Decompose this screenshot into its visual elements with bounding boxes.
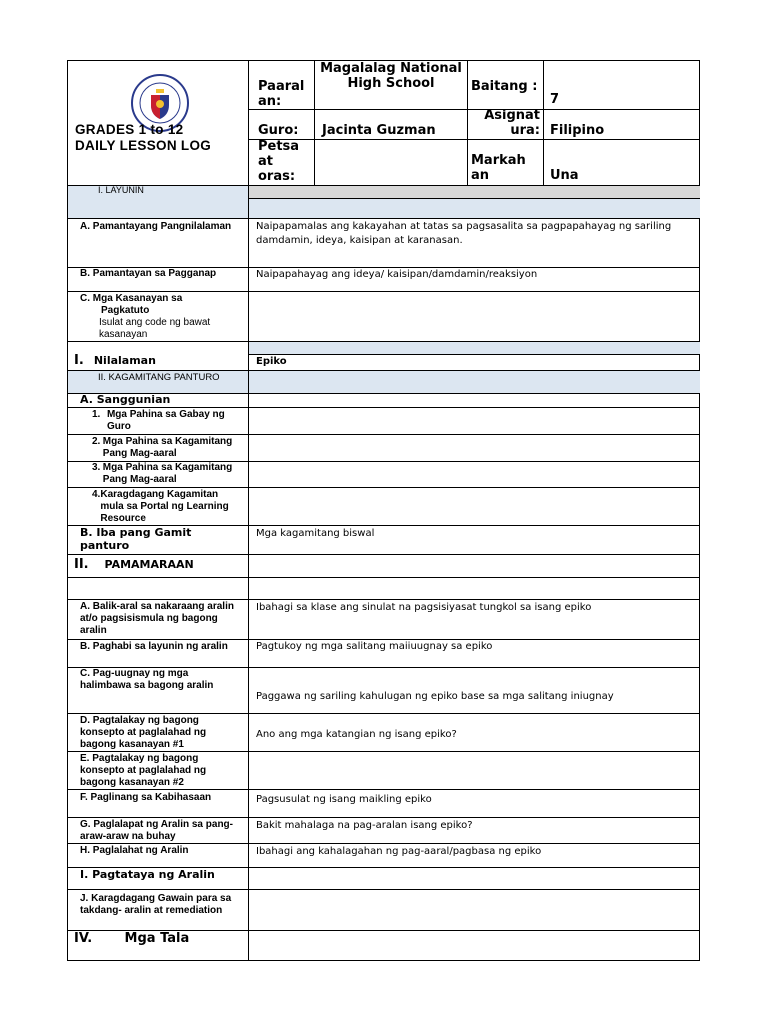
baitang-value: 7 xyxy=(550,92,560,107)
label-sanggunian: A. Sanggunian xyxy=(80,393,171,406)
value-pamantayang-pangnilalaman: Naipapamalas ang kakayahan at tatas sa pagsasalita sa pagpapahayag ng sariling damdamin, ideya, kaisipan at karanasan. xyxy=(256,221,672,246)
header-divider-2 xyxy=(467,61,468,185)
section-kagamitang-panturo: II. KAGAMITANG PANTURO xyxy=(98,372,220,383)
label-karagdagang-gawain: J. Karagdagang Gawain para sa takdang- aralin at remediation xyxy=(80,893,232,916)
label-pagtataya: I. Pagtataya ng Aralin xyxy=(80,868,215,881)
paaralan-label: Paaral an: xyxy=(258,79,305,109)
label-iba-pang-gamit: B. Iba pang Gamit panturo xyxy=(80,526,192,552)
asignatura-value: Filipino xyxy=(550,123,605,138)
label-paglinang: F. Paglinang sa Kabihasaan xyxy=(80,792,212,803)
header-divider-1 xyxy=(314,61,315,185)
header-divider-3 xyxy=(543,61,544,185)
lesson-log-page xyxy=(67,60,700,961)
label-pag-uugnay: C. Pag-uugnay ng mga halimbawa sa bagong aralin xyxy=(80,668,214,691)
value-paghabi: Pagtukoy ng mga salitang maiiuugnay sa epiko xyxy=(256,641,493,652)
value-nilalaman: Epiko xyxy=(256,356,287,367)
label-pagtalakay-2: E. Pagtalakay ng bagong konsepto at paglalahad ng bagong kasanayan #2 xyxy=(80,753,207,788)
label-paglalahat: H. Paglalahat ng Aralin xyxy=(80,845,189,856)
markahan-label: Markah an xyxy=(471,153,526,183)
label-pamamaraan: II. PAMAMARAAN xyxy=(74,557,194,572)
value-pamantayan-pagganap: Naipapahayag ang ideya/ kaisipan/damdamin/reaksiyon xyxy=(256,269,538,280)
label-pamantayang-pangnilalaman: A. Pamantayang Pangnilalaman xyxy=(80,221,232,232)
label-nilalaman: I. Nilalaman xyxy=(74,353,156,368)
section-layunin: I. LAYUNIN xyxy=(98,185,144,195)
sanggunian-1: 1. Mga Pahina sa Gabay ng Guro xyxy=(92,409,225,432)
sanggunian-4: 4. Karagdagang Kagamitan mula sa Portal ng Learning Resource xyxy=(92,489,229,524)
value-pag-uugnay: Paggawa ng sariling kahulugan ng epiko base sa mga salitang iniugnay xyxy=(256,691,614,702)
petsa-label: Petsa at oras: xyxy=(258,139,300,184)
paaralan-value: Magalalag National High School xyxy=(320,61,462,91)
markahan-value: Una xyxy=(550,168,579,183)
label-pamantayan-pagganap: B. Pamantayan sa Pagganap xyxy=(80,268,217,279)
label-paglalapat: G. Paglalapat ng Aralin sa pang-araw-araw na buhay xyxy=(80,819,233,842)
value-paglalahat: Ibahagi ang kahalagahan ng pag-aaral/pagbasa ng epiko xyxy=(256,846,542,857)
label-mga-tala: IV. Mga Tala xyxy=(74,931,190,946)
value-balik-aral: Ibahagi sa klase ang sinulat na pagsisiyasat tungkol sa isang epiko xyxy=(256,602,592,613)
log-title: GRADES 1 to 12 DAILY LESSON LOG xyxy=(75,122,212,153)
sanggunian-2: 2. Mga Pahina sa Kagamitang Pang Mag-aaral xyxy=(92,436,233,459)
value-paglinang: Pagsusulat ng isang maikling epiko xyxy=(256,794,432,805)
label-balik-aral: A. Balik-aral sa nakaraang aralin at/o pagsisismula ng bagong aralin xyxy=(80,601,234,636)
label-kasanayan: C. Mga Kasanayan sa Pagkatuto Isulat ang code ng bawat kasanayan xyxy=(80,293,211,340)
label-pagtalakay-1: D. Pagtalakay ng bagong konsepto at paglalahad ng bagong kasanayan #1 xyxy=(80,715,207,750)
sanggunian-3: 3. Mga Pahina sa Kagamitang Pang Mag-aaral xyxy=(92,462,233,485)
value-iba-pang-gamit: Mga kagamitang biswal xyxy=(256,528,375,539)
asignatura-label: Asignat ura: xyxy=(484,108,540,138)
baitang-label: Baitang : xyxy=(471,79,538,94)
guro-label: Guro: xyxy=(258,123,299,138)
value-pagtalakay-1: Ano ang mga katangian ng isang epiko? xyxy=(256,729,457,740)
value-paglalapat: Bakit mahalaga na pag-aralan isang epiko? xyxy=(256,820,473,831)
label-paghabi: B. Paghabi sa layunin ng aralin xyxy=(80,641,228,652)
guro-value: Jacinta Guzman xyxy=(322,123,436,138)
